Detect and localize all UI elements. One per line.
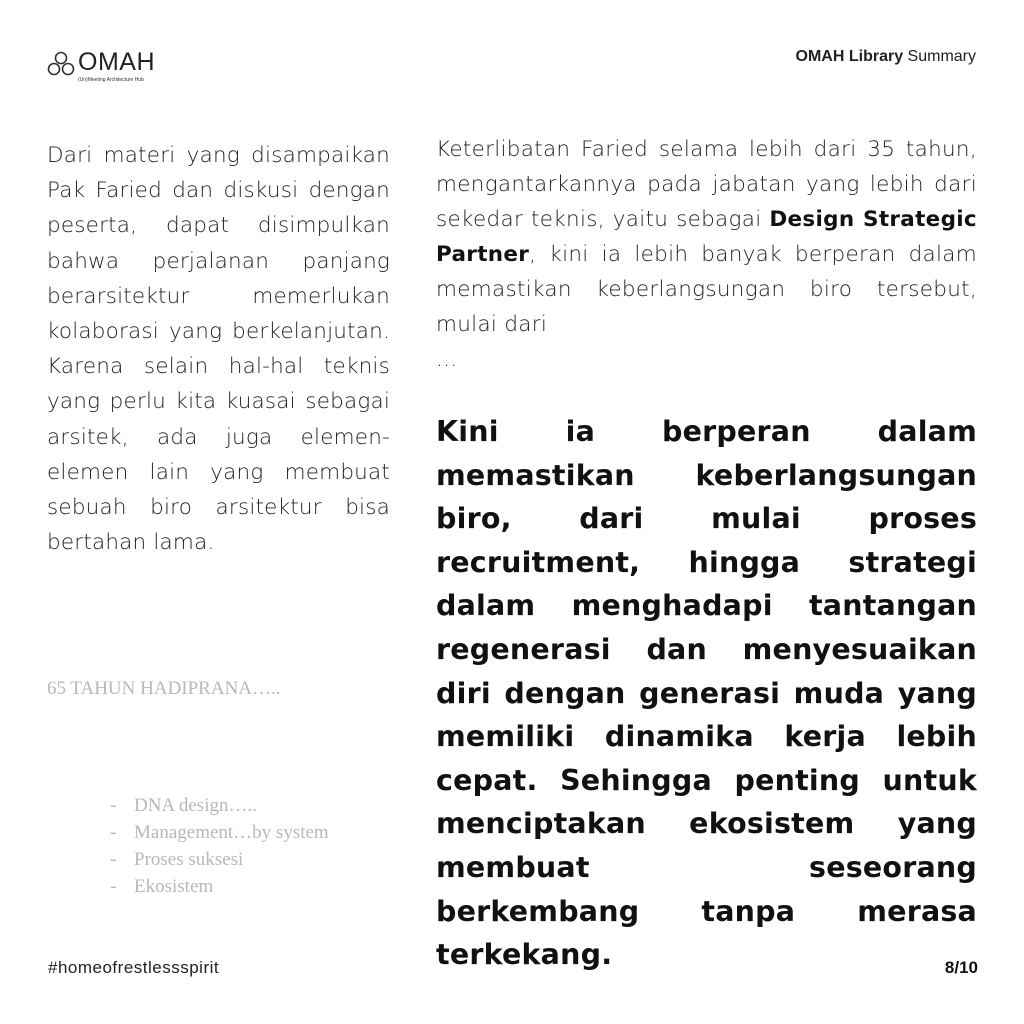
logo-tagline: (Un)Meeting Architecture Hub: [78, 77, 144, 83]
handnote-list: [110, 792, 329, 900]
handnote-item: - Proses suksesi: [110, 846, 329, 873]
intro-text-end: , kini ia lebih banyak berperan dalam memastikan keberlangsungan biro tersebut, mulai dari: [436, 242, 977, 337]
handnote-item: - Ekosistem: [110, 873, 329, 900]
summary-paragraph: Dari materi yang disampaikan Pak Faried dan diskusi dengan peserta, dapat disimpulkan bahwa perjalanan panjang berarsitektur memerlukan kolaborasi yang berkelanjutan. Karena selain hal-hal teknis yang perlu kita kuasai sebagai arsitek, ada juga elemen-elemen lain yang membuat sebuah biro arsitektur bisa bertahan lama.: [47, 143, 390, 556]
handnote-item: - DNA design…..: [110, 792, 329, 819]
highlight-quote: Kini ia berperan dalam memastikan keberlangsungan biro, dari mulai proses recruitment, hingga strategi dalam menghadapi tantangan regenerasi dan menyesuaikan diri dengan generasi muda yang memiliki dinamika kerja lebih cepat. Sehingga penting untuk menciptakan ekosistem yang membuat seseorang berkembang tanpa merasa terkekang.: [436, 415, 977, 972]
intro-ellipsis: ...: [436, 347, 458, 372]
footer-hashtag: #homeofrestlessspirit: [48, 958, 220, 977]
header-brand: OMAH Library: [795, 48, 904, 65]
header-section: Summary: [907, 48, 976, 65]
omah-logo: [46, 46, 186, 86]
intro-paragraph: [436, 132, 977, 377]
handnote-item: - Management…by system: [110, 819, 329, 846]
intro-role-highlight: Design Strategic Partner: [436, 207, 977, 267]
omah-logo-icon: [46, 51, 76, 77]
handnote-title: 65 TAHUN HADIPRANA…..: [47, 678, 281, 699]
intro-text-start: Keterlibatan Faried selama lebih dari 35 tahun, mengantarkannya pada jabatan yang lebih dari sekedar teknis, yaitu sebagai: [436, 137, 977, 232]
header-title: [796, 48, 976, 66]
page-number: 8/10: [944, 958, 978, 977]
logo-wordmark: OMAH: [78, 48, 155, 76]
